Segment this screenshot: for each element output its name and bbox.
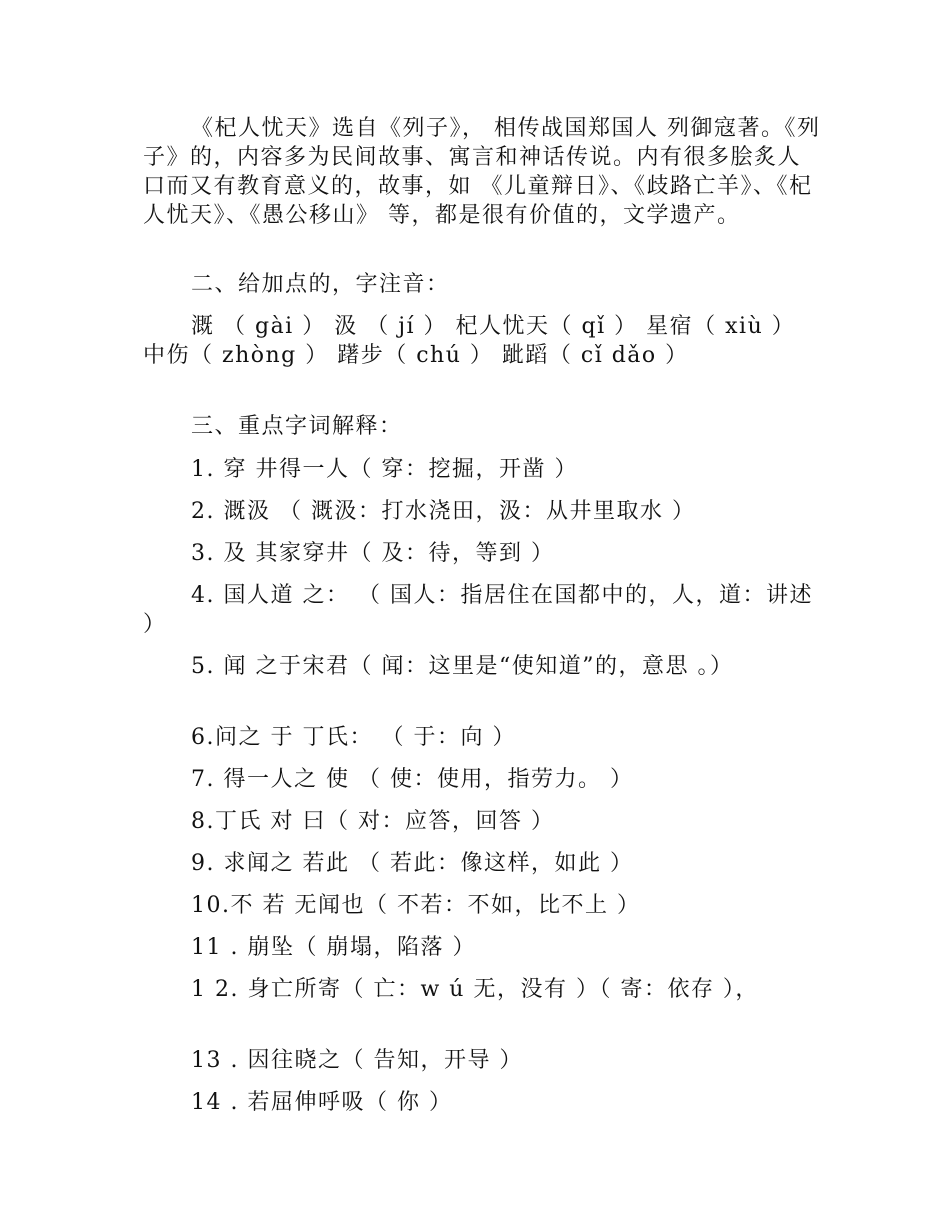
pinyin-block xyxy=(143,312,823,370)
intro-paragraph: 《杞人忧天》选自《列子》， 相传战国郑国人 列御寇著。《列子》的，内容多为民间故事、寓言和神话传说。内有很多脍炙人口而又有教育意义的，故事，如 《儿童辩日》、《歧路亡羊》、《杞人忧天》、《愚公移山》 等，都是很有价值的，文学遗产。 xyxy=(143,116,821,228)
vocab-item-13: 13 . 因往晓之（ 告知，开导 ） xyxy=(191,1048,523,1073)
vocab-item-10: 10.不 若 无闻也（ 不若：不如，比不上 ） xyxy=(191,893,641,918)
vocab-item-11: 11 . 崩坠（ 崩塌，陷落 ） xyxy=(191,935,476,960)
section-2-title: 二、给加点的，字注音： xyxy=(191,272,450,297)
vocab-item-14: 14 . 若屈伸呼吸（ 你 ） xyxy=(191,1090,453,1115)
vocab-item-1: 1. 穿 井得一人（ 穿：挖掘，开凿 ） xyxy=(191,457,578,482)
vocab-item-5: 5. 闻 之于宋君（ 闻：这里是“使知道”的，意思 。） xyxy=(191,654,734,679)
vocab-item-4: 4. 国人道 之： （ 国人：指居住在国都中的，人，道：讲述 ） xyxy=(143,583,813,637)
intro-block xyxy=(143,114,823,230)
section-3-title: 三、重点字词解释： xyxy=(191,414,403,439)
vocab-item-7: 7. 得一人之 使 （ 使：使用，指劳力。 ） xyxy=(191,767,634,792)
vocab-item-12: 1 2. 身亡所寄（ 亡：w ú 无，没有 ）（ 寄：依存 ）， xyxy=(191,977,759,1002)
vocab-item-8: 8.丁氏 对 曰（ 对：应答，回答 ） xyxy=(191,809,555,834)
vocab-item-3: 3. 及 其家穿井（ 及：待，等到 ） xyxy=(191,541,555,566)
vocab-item-9: 9. 求闻之 若此 （ 若此：像这样，如此 ） xyxy=(191,851,634,876)
vocab-item-6: 6.问之 于 丁氏： （ 于：向 ） xyxy=(191,725,516,750)
vocab-item-2: 2. 溉汲 （ 溉汲：打水浇田，汲：从井里取水 ） xyxy=(191,499,696,524)
pinyin-paragraph: 溉 （ gài ） 汲 （ jí ） 杞人忧天（ qǐ ） 星宿（ xiù ） 中伤（ zhòng ） 躇步（ chú ） 跐蹈（ cǐ dǎo ） xyxy=(143,314,796,368)
